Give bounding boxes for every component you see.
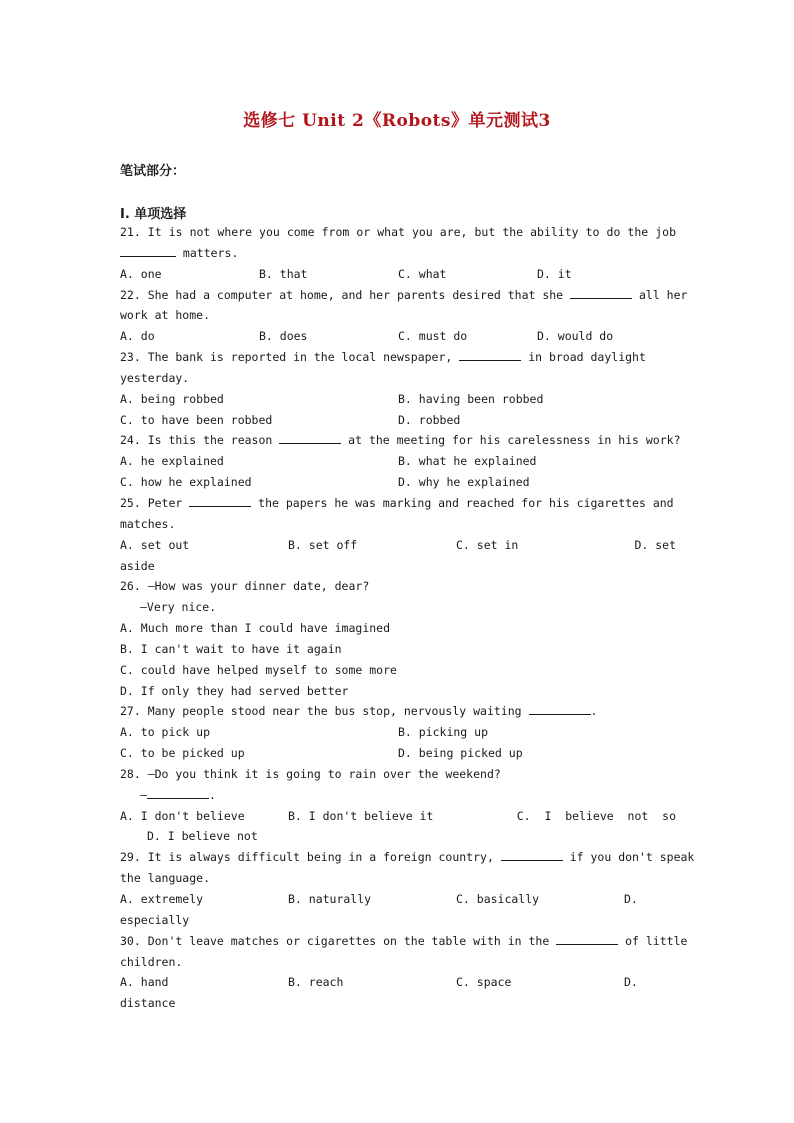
option-b[interactable]: B. does (259, 329, 308, 344)
option-d[interactable]: D. (624, 975, 638, 990)
section-label: 笔试部分： (120, 164, 186, 179)
option-a[interactable]: A. one (120, 266, 162, 281)
question-24-stem: 24. Is this the reason at the meeting for his carelessness in his work? (120, 433, 681, 448)
question-29-option-d-cont: especially (120, 912, 190, 927)
option-d[interactable]: D. it (537, 266, 572, 281)
question-30-options (120, 972, 676, 993)
option-b[interactable]: B. I don't believe it (288, 808, 434, 823)
option-b[interactable]: B. what he explained (398, 454, 537, 469)
question-28-options-abc (120, 806, 676, 827)
part-heading: I. 单项选择 (120, 207, 187, 222)
option-d[interactable]: D. would do (537, 329, 614, 344)
question-22-stem-cont: work at home. (120, 308, 211, 323)
option-b[interactable]: B. that (259, 266, 308, 281)
question-26-stem: 26. —How was your dinner date, dear? (120, 579, 370, 594)
question-26-stem-cont: —Very nice. (140, 600, 217, 615)
question-27-options-ab (120, 722, 676, 743)
question-21-stem: 21. It is not where you come from or what you are, but the ability to do the job (120, 225, 676, 239)
question-29-stem: 29. It is always difficult being in a foreign country, if you don't speak (120, 850, 695, 865)
option-d[interactable]: D. I believe not (147, 829, 258, 844)
option-d[interactable]: D. robbed (398, 412, 461, 427)
option-c[interactable]: C. what (398, 266, 447, 281)
option-c[interactable]: C. to be picked up (120, 746, 245, 761)
question-list (120, 222, 695, 1014)
question-28-stem-cont: — . (140, 787, 216, 802)
option-c[interactable]: C. I believe not so (516, 808, 676, 823)
option-d[interactable]: D. why he explained (398, 475, 530, 490)
option-a[interactable]: A. do (120, 329, 155, 344)
page-title: 选修七 Unit 2《Robots》单元测试3 (243, 111, 551, 131)
option-b[interactable]: B. picking up (398, 725, 489, 740)
question-23-options-cd (120, 410, 676, 431)
answer-blank (570, 286, 632, 299)
option-d[interactable]: D. being picked up (398, 746, 523, 761)
option-c[interactable]: C. could have helped myself to some more (120, 662, 397, 677)
question-29-options (120, 889, 676, 910)
option-a[interactable]: A. he explained (120, 454, 224, 469)
question-29-stem-cont: the language. (120, 871, 211, 886)
option-b[interactable]: B. having been robbed (398, 391, 544, 406)
question-30-option-d-cont: distance (120, 996, 176, 1011)
question-30-stem: 30. Don't leave matches or cigarettes on the table with in the of little (120, 933, 688, 948)
option-c[interactable]: C. space (456, 975, 512, 990)
question-25-options (120, 535, 676, 556)
question-22-stem: 22. She had a computer at home, and her parents desired that she all her (120, 287, 688, 302)
question-22-options (120, 326, 676, 347)
question-27-stem: 27. Many people stood near the bus stop, nervously waiting . (120, 704, 598, 719)
option-a[interactable]: A. Much more than I could have imagined (120, 621, 391, 636)
question-24-options-ab (120, 451, 676, 472)
option-a[interactable]: A. to pick up (120, 725, 211, 740)
option-a[interactable]: A. extremely (120, 892, 204, 906)
question-21-stem-cont: matters. (120, 243, 676, 264)
option-c[interactable]: C. basically (456, 892, 540, 906)
option-c[interactable]: C. set in (456, 537, 519, 552)
option-a[interactable]: A. being robbed (120, 391, 224, 406)
option-c[interactable]: C. must do (398, 329, 468, 344)
answer-blank (189, 494, 251, 507)
option-d[interactable]: D. (624, 892, 638, 906)
question-27-options-cd (120, 743, 676, 764)
answer-blank (120, 244, 176, 257)
answer-blank (459, 348, 521, 361)
option-b[interactable]: B. naturally (288, 892, 372, 906)
option-d[interactable]: D. If only they had served better (120, 683, 349, 698)
answer-blank (529, 702, 591, 715)
option-c[interactable]: C. to have been robbed (120, 412, 273, 427)
question-23-stem-cont: yesterday. (120, 370, 190, 385)
option-a[interactable]: A. hand (120, 975, 169, 990)
question-23-options-ab (120, 389, 676, 410)
answer-blank (556, 932, 618, 945)
question-25-stem-cont: matches. (120, 516, 176, 531)
question-25-stem: 25. Peter the papers he was marking and reached for his cigarettes and (120, 495, 674, 510)
question-30-stem-cont: children. (120, 954, 183, 969)
option-b[interactable]: B. set off (288, 537, 358, 552)
option-b[interactable]: B. reach (288, 975, 344, 990)
option-a[interactable]: A. I don't believe (120, 808, 245, 823)
option-c[interactable]: C. how he explained (120, 475, 252, 490)
question-24-options-cd (120, 472, 676, 493)
answer-blank (147, 786, 209, 799)
option-b[interactable]: B. I can't wait to have it again (120, 641, 342, 656)
answer-blank (279, 431, 341, 444)
option-a[interactable]: A. set out (120, 537, 190, 552)
question-23-stem: 23. The bank is reported in the local newspaper, in broad daylight (120, 350, 646, 365)
question-28-stem: 28. —Do you think it is going to rain over the weekend? (120, 766, 501, 781)
question-25-option-d-cont: aside (120, 558, 155, 573)
question-21-options (120, 264, 676, 285)
option-d[interactable]: D. set (634, 537, 676, 552)
answer-blank (501, 848, 563, 861)
